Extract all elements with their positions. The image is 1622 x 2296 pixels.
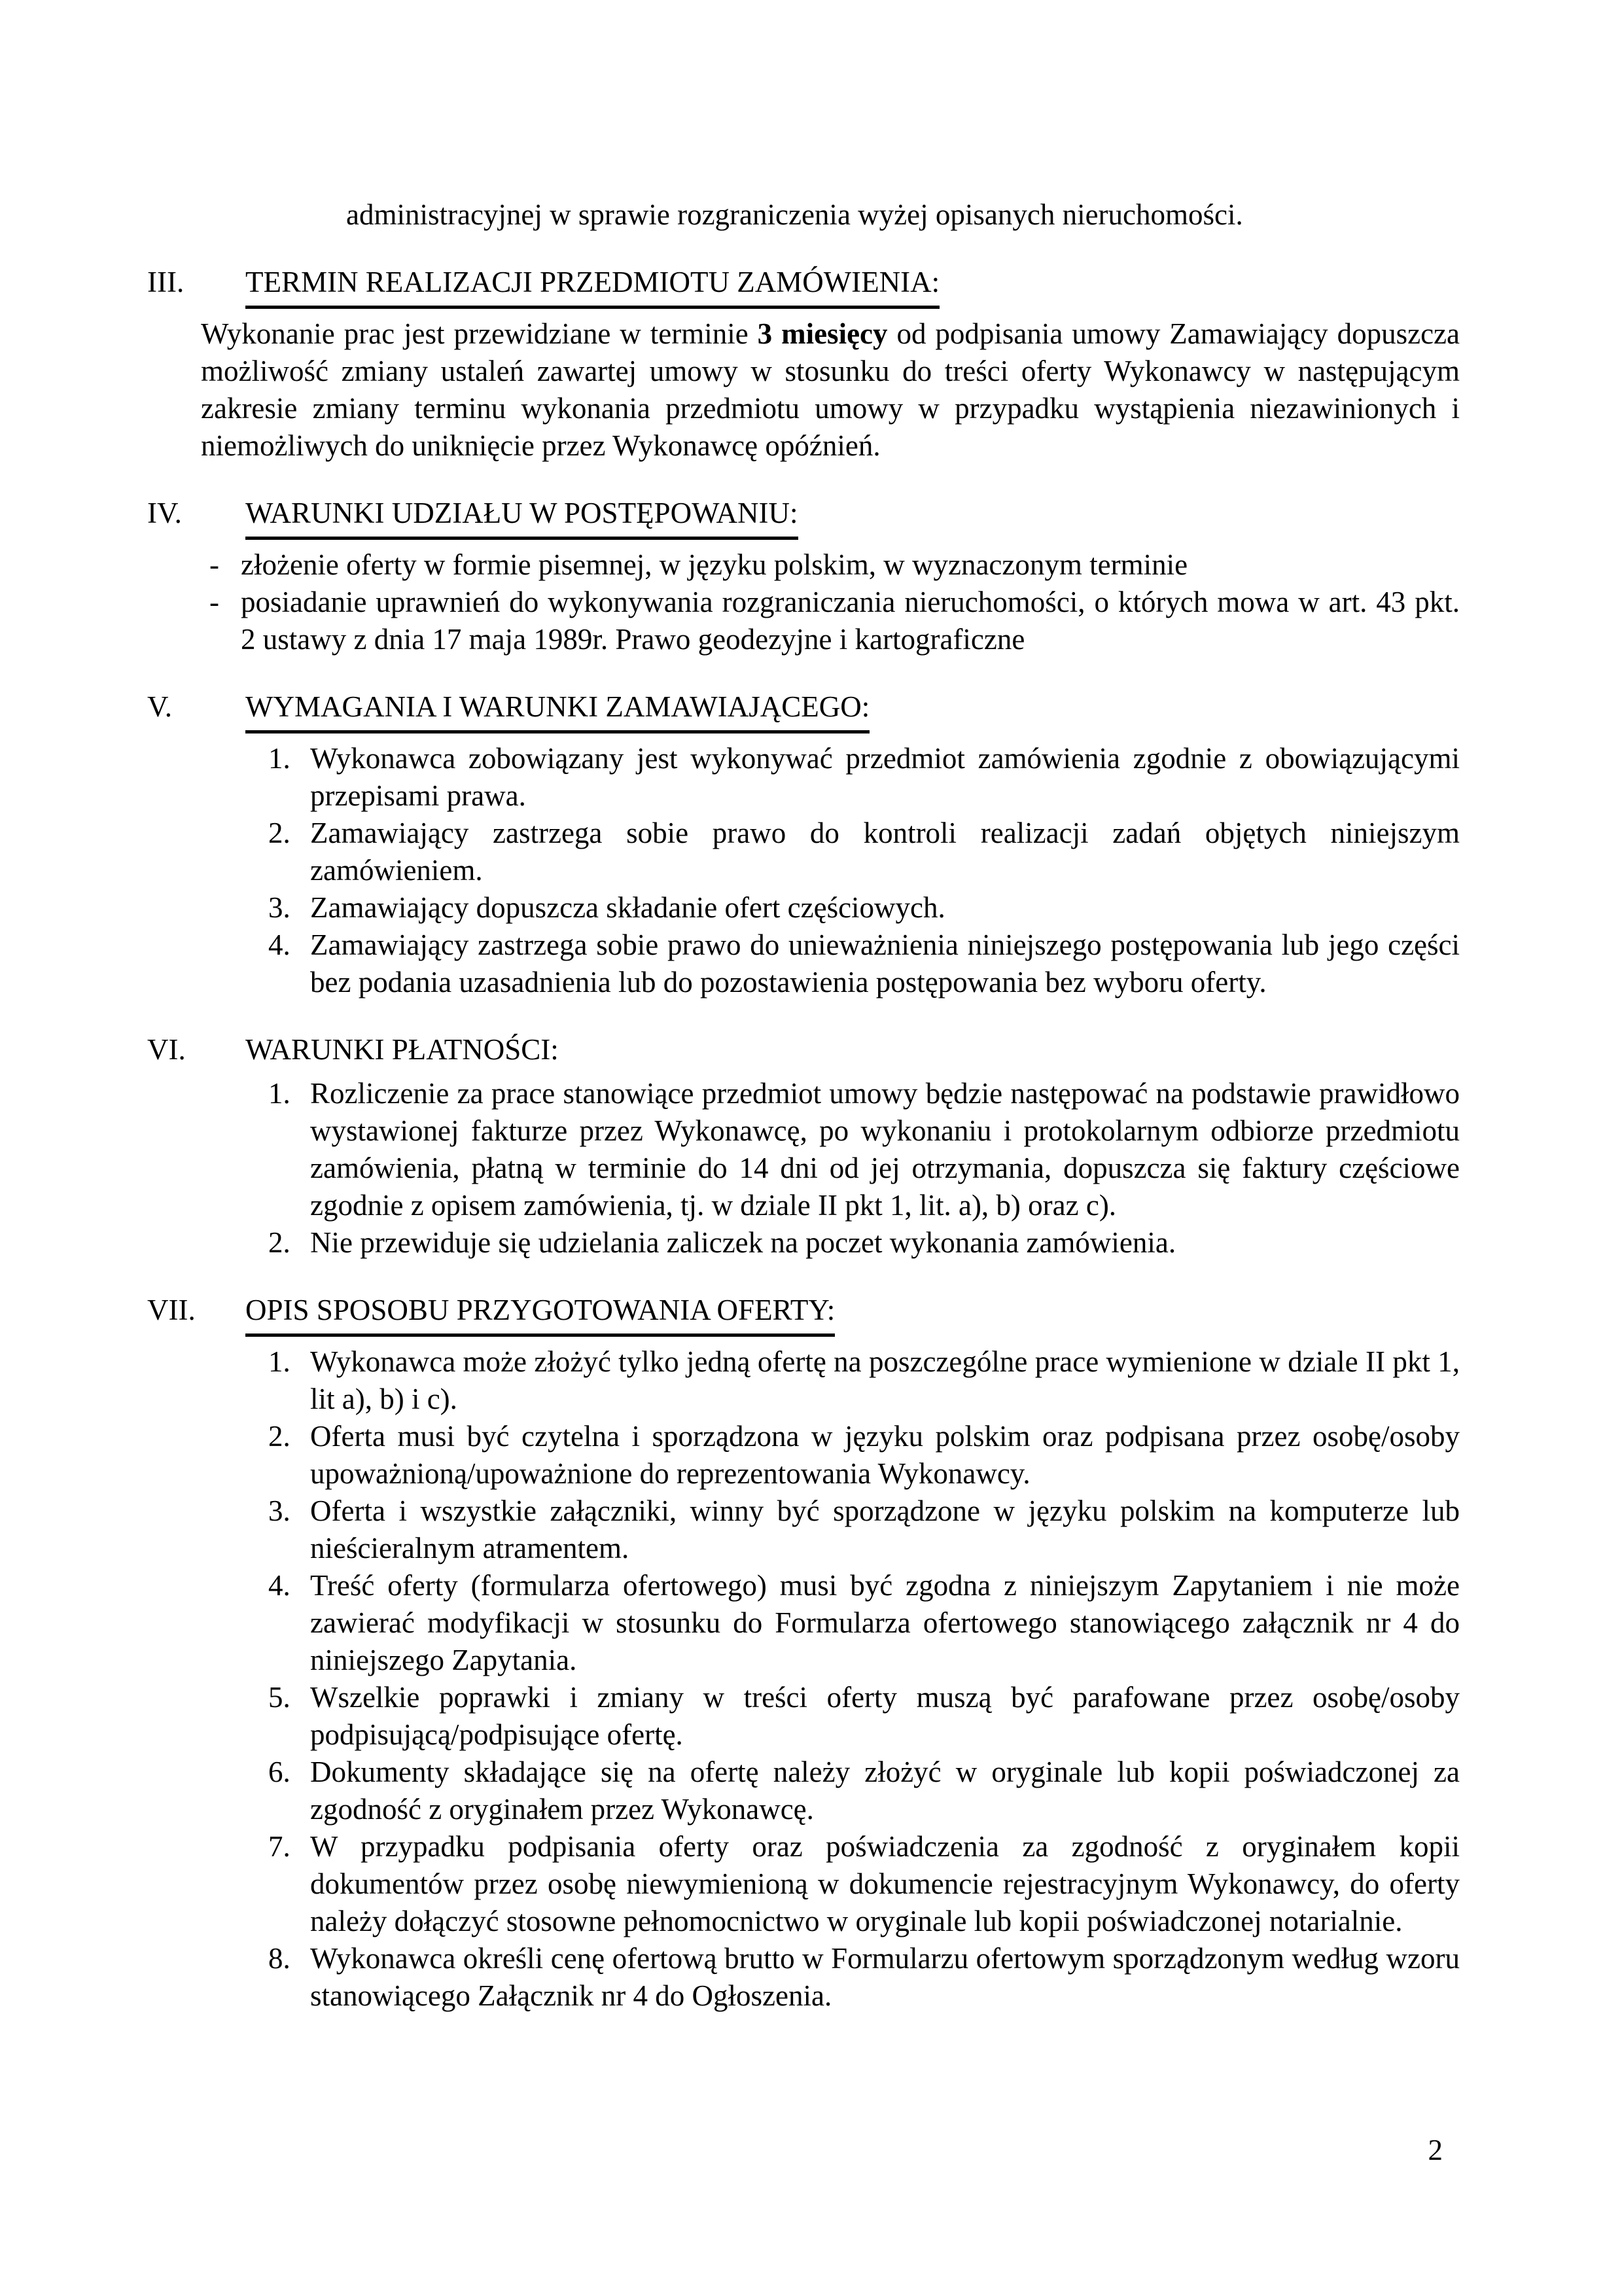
section-iv-heading: WARUNKI UDZIAŁU W POSTĘPOWANIU: <box>245 495 798 540</box>
section-vi-heading: WARUNKI PŁATNOŚCI: <box>245 1033 559 1066</box>
list-marker: 5. <box>268 1681 291 1714</box>
section-v-heading-row <box>147 688 1460 733</box>
page-number: 2 <box>1428 2134 1443 2166</box>
section-vii-numeral: VII. <box>147 1294 196 1326</box>
list-marker: 3. <box>268 1494 291 1527</box>
list-item-text: złożenie oferty w formie pisemnej, w języku polskim, w wyznaczonym terminie <box>241 548 1188 581</box>
bullet-marker: - <box>209 586 219 618</box>
section-iv <box>147 495 1460 658</box>
section-iv-bullet-list <box>147 546 1460 658</box>
list-item <box>147 889 1460 927</box>
list-item <box>147 927 1460 1001</box>
list-marker: 3. <box>268 891 291 924</box>
section-iii-paragraph <box>201 315 1460 465</box>
section-vii <box>147 1292 1460 2015</box>
list-item-text: Oferta i wszystkie załączniki, winny być sporządzone w języku polskim na komputerze lub nieścieralnym atramentem. <box>310 1494 1460 1564</box>
list-item-text: Wykonawca może złożyć tylko jedną ofertę na poszczególne prace wymienione w dziale II pkt 1, lit a), b) i c). <box>310 1345 1460 1415</box>
list-item <box>147 1343 1460 1418</box>
list-item <box>147 740 1460 815</box>
bullet-marker: - <box>209 548 219 581</box>
list-marker: 7. <box>268 1830 291 1863</box>
list-item-text: W przypadku podpisania oferty oraz poświadczenia za zgodność z oryginałem kopii dokumentów przez osobę niewymienioną w dokumencie rejestracyjnym Wykonawcy, do oferty należy dołączyć stosowne pełnomocnictwo w oryginale lub kopii poświadczonej notarialnie. <box>310 1830 1460 1937</box>
list-item <box>147 1754 1460 1828</box>
section-iii-heading: TERMIN REALIZACJI PRZEDMIOTU ZAMÓWIENIA: <box>245 264 940 309</box>
bold-term: 3 miesięcy <box>757 317 888 350</box>
section-iii <box>147 264 1460 465</box>
section-v-numbered-list <box>147 740 1460 1001</box>
list-item-text: Wykonawca określi cenę ofertową brutto w Formularzu ofertowym sporządzonym według wzoru stanowiącego Załącznik nr 4 do Ogłoszenia. <box>310 1942 1460 2012</box>
list-item <box>147 546 1460 584</box>
list-marker: 6. <box>268 1756 291 1788</box>
paragraph-text-before-bold: Wykonanie prac jest przewidziane w terminie <box>201 317 758 350</box>
section-vii-numbered-list <box>147 1343 1460 2015</box>
section-iii-heading-row <box>147 264 1460 309</box>
list-item <box>147 1224 1460 1262</box>
section-vi-numeral: VI. <box>147 1033 186 1066</box>
section-v-numeral: V. <box>147 690 172 723</box>
list-item <box>147 1418 1460 1492</box>
list-item <box>147 584 1460 658</box>
list-marker: 2. <box>268 817 291 849</box>
section-iv-heading-row <box>147 495 1460 540</box>
list-item <box>147 1940 1460 2015</box>
section-vii-heading-row <box>147 1292 1460 1337</box>
list-item-text: Zamawiający dopuszcza składanie ofert częściowych. <box>310 891 945 924</box>
list-item-text: Oferta musi być czytelna i sporządzona w języku polskim oraz podpisana przez osobę/osoby upoważnioną/upoważnione do reprezentowania Wykonawcy. <box>310 1420 1460 1490</box>
list-marker: 2. <box>268 1420 291 1453</box>
continuation-line: administracyjnej w sprawie rozgraniczenia wyżej opisanych nieruchomości. <box>346 198 1243 231</box>
list-marker: 8. <box>268 1942 291 1975</box>
section-vii-heading: OPIS SPOSOBU PRZYGOTOWANIA OFERTY: <box>245 1292 835 1337</box>
list-item-text: posiadanie uprawnień do wykonywania rozgraniczania nieruchomości, o których mowa w art. 43 pkt. 2 ustawy z dnia 17 maja 1989r. Prawo geodezyjne i kartograficzne <box>241 586 1460 656</box>
list-item <box>147 1075 1460 1224</box>
list-item-text: Zamawiający zastrzega sobie prawo do unieważnienia niniejszego postępowania lub jego części bez podania uzasadnienia lub do pozostawienia postępowania bez wyboru oferty. <box>310 928 1460 998</box>
list-item-text: Nie przewiduje się udzielania zaliczek na poczet wykonania zamówienia. <box>310 1226 1176 1259</box>
list-item-text: Wszelkie poprawki i zmiany w treści oferty muszą być parafowane przez osobę/osoby podpisującą/podpisujące ofertę. <box>310 1681 1460 1751</box>
section-vi-numbered-list <box>147 1075 1460 1262</box>
paragraph-text-after-bold: od podpisania umowy Zamawiający dopuszcza możliwość zmiany ustaleń zawartej umowy w stosunku do treści oferty Wykonawcy w następującym zakresie zmiany terminu wykonania przedmiotu umowy w przypadku wystąpienia niezawinionych i niemożliwych do uniknięcie przez Wykonawcę opóźnień. <box>201 317 1460 462</box>
list-item-text: Treść oferty (formularza ofertowego) musi być zgodna z niniejszym Zapytaniem i nie może zawierać modyfikacji w stosunku do Formularza ofertowego stanowiącego załącznik nr 4 do niniejszego Zapytania. <box>310 1569 1460 1676</box>
list-item <box>147 815 1460 889</box>
list-item-text: Dokumenty składające się na ofertę należy złożyć w oryginale lub kopii poświadczonej za zgodność z oryginałem przez Wykonawcę. <box>310 1756 1460 1826</box>
section-iii-numeral: III. <box>147 266 185 298</box>
list-item <box>147 1492 1460 1567</box>
section-v-heading: WYMAGANIA I WARUNKI ZAMAWIAJĄCEGO: <box>245 688 870 733</box>
list-item-text: Rozliczenie za prace stanowiące przedmiot umowy będzie następować na podstawie prawidłowo wystawionej fakturze przez Wykonawcę, po wykonaniu i protokolarnym odbiorze przedmiotu zamówienia, płatną w terminie do 14 dni od jej otrzymania, dopuszcza się faktury częściowe zgodnie z opisem zamówienia, tj. w dziale II pkt 1, lit. a), b) oraz c). <box>310 1077 1460 1222</box>
list-item <box>147 1567 1460 1679</box>
list-marker: 2. <box>268 1226 291 1259</box>
list-marker: 1. <box>268 742 291 775</box>
list-item <box>147 1828 1460 1940</box>
list-marker: 1. <box>268 1077 291 1110</box>
list-marker: 1. <box>268 1345 291 1378</box>
list-marker: 4. <box>268 928 291 961</box>
section-vi-heading-row <box>147 1031 1460 1069</box>
list-item <box>147 1679 1460 1754</box>
list-item-text: Wykonawca zobowiązany jest wykonywać przedmiot zamówienia zgodnie z obowiązującymi przepisami prawa. <box>310 742 1460 812</box>
section-v <box>147 688 1460 1001</box>
section-iv-numeral: IV. <box>147 497 182 529</box>
section-vi <box>147 1031 1460 1262</box>
list-marker: 4. <box>268 1569 291 1602</box>
list-item-text: Zamawiający zastrzega sobie prawo do kontroli realizacji zadań objętych niniejszym zamówieniem. <box>310 817 1460 887</box>
